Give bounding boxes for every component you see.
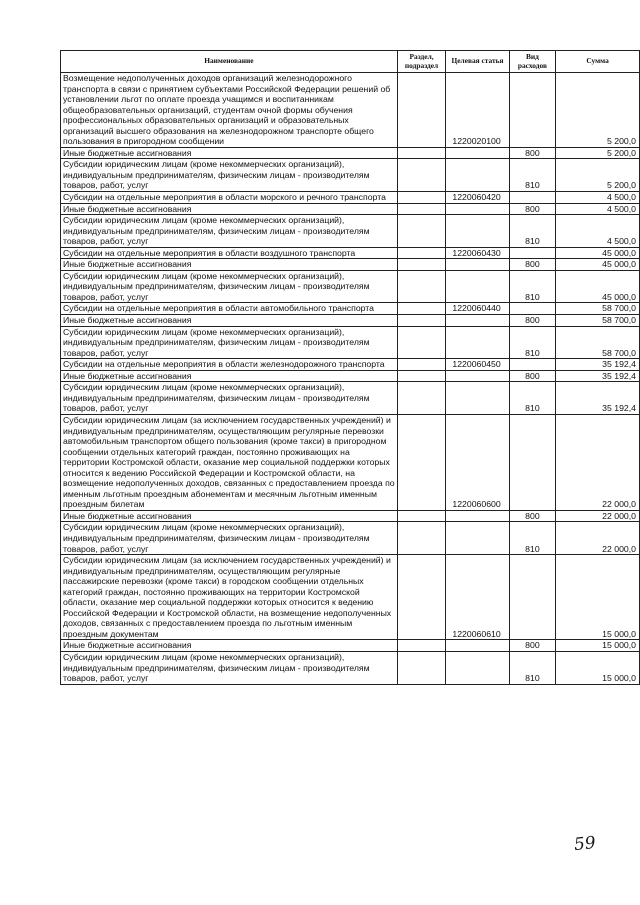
cell-section [397,651,446,684]
cell-target [446,159,509,192]
cell-expense-type: 810 [509,215,555,248]
cell-section [397,73,446,148]
cell-amount: 5 200,0 [556,73,640,148]
cell-amount: 45 000,0 [556,270,640,303]
cell-name: Субсидии на отдельные мероприятия в области автомобильного транспорта [61,303,398,315]
cell-amount: 22 000,0 [556,414,640,510]
cell-name: Иные бюджетные ассигнования [61,315,398,327]
cell-name: Субсидии юридическим лицам (кроме некоммерческих организаций), индивидуальным предпринимателям, физическим лицам - производителям товаров, работ, услуг [61,651,398,684]
table-row [61,270,640,303]
page-number: 59 [573,832,597,856]
cell-section [397,259,446,271]
table-row [61,259,640,271]
cell-amount: 4 500,0 [556,192,640,204]
cell-name: Субсидии юридическим лицам (кроме некоммерческих организаций), индивидуальным предпринимателям, физическим лицам - производителям товаров, работ, услуг [61,270,398,303]
cell-target [446,510,509,522]
table-row [61,315,640,327]
cell-section [397,147,446,159]
header-section: Раздел, подраздел [397,51,446,73]
cell-target [446,147,509,159]
table-row [61,203,640,215]
cell-expense-type [509,414,555,510]
table-row [61,215,640,248]
cell-section [397,640,446,652]
table-row [61,192,640,204]
cell-amount: 15 000,0 [556,640,640,652]
table-row [61,382,640,415]
cell-amount: 58 700,0 [556,303,640,315]
cell-target [446,215,509,248]
cell-name: Субсидии юридическим лицам (кроме некоммерческих организаций), индивидуальным предпринимателям, физическим лицам - производителям товаров, работ, услуг [61,382,398,415]
cell-section [397,370,446,382]
cell-expense-type: 800 [509,640,555,652]
cell-section [397,326,446,359]
cell-section [397,382,446,415]
cell-target [446,270,509,303]
cell-name: Иные бюджетные ассигнования [61,370,398,382]
cell-section [397,555,446,640]
cell-target [446,382,509,415]
cell-amount: 45 000,0 [556,259,640,271]
cell-target: 1220060600 [446,414,509,510]
cell-expense-type: 800 [509,259,555,271]
table-row [61,651,640,684]
header-expense-type: Вид расходов [509,51,555,73]
cell-target [446,315,509,327]
cell-expense-type [509,73,555,148]
table-row [61,147,640,159]
cell-name: Иные бюджетные ассигнования [61,510,398,522]
cell-section [397,203,446,215]
cell-expense-type [509,555,555,640]
cell-expense-type [509,247,555,259]
cell-expense-type: 800 [509,147,555,159]
cell-name: Субсидии на отдельные мероприятия в области морского и речного транспорта [61,192,398,204]
cell-amount: 22 000,0 [556,510,640,522]
table-row [61,555,640,640]
cell-amount: 4 500,0 [556,203,640,215]
cell-expense-type [509,359,555,371]
budget-table [60,50,640,685]
cell-target: 1220060610 [446,555,509,640]
header-target: Целевая статья [446,51,509,73]
cell-section [397,159,446,192]
cell-section [397,192,446,204]
cell-expense-type: 800 [509,315,555,327]
cell-name: Иные бюджетные ассигнования [61,640,398,652]
header-amount: Сумма [556,51,640,73]
cell-expense-type [509,303,555,315]
cell-expense-type: 810 [509,382,555,415]
cell-section [397,215,446,248]
cell-name: Иные бюджетные ассигнования [61,259,398,271]
cell-amount: 15 000,0 [556,651,640,684]
cell-target: 1220020100 [446,73,509,148]
cell-target [446,259,509,271]
cell-target: 1220060430 [446,247,509,259]
cell-name: Субсидии на отдельные мероприятия в области железнодорожного транспорта [61,359,398,371]
cell-section [397,414,446,510]
cell-expense-type: 810 [509,651,555,684]
cell-target [446,203,509,215]
cell-section [397,315,446,327]
table-row [61,414,640,510]
table-row [61,359,640,371]
cell-amount: 35 192,4 [556,382,640,415]
cell-expense-type: 810 [509,326,555,359]
cell-expense-type [509,192,555,204]
cell-section [397,510,446,522]
cell-amount: 58 700,0 [556,326,640,359]
cell-target: 1220060440 [446,303,509,315]
cell-name: Иные бюджетные ассигнования [61,147,398,159]
cell-name: Субсидии юридическим лицам (кроме некоммерческих организаций), индивидуальным предпринимателям, физическим лицам - производителям товаров, работ, услуг [61,215,398,248]
cell-expense-type: 810 [509,159,555,192]
table-row [61,510,640,522]
table-row [61,522,640,555]
table-header-row [61,51,640,73]
cell-section [397,270,446,303]
cell-expense-type: 800 [509,370,555,382]
cell-target: 1220060450 [446,359,509,371]
cell-target [446,522,509,555]
cell-amount: 58 700,0 [556,315,640,327]
table-row [61,370,640,382]
header-name: Наименование [61,51,398,73]
cell-target [446,370,509,382]
cell-name: Возмещение недополученных доходов организаций железнодорожного транспорта в связи с принятием субъектами Российской Федерации решений об установлении льгот по оплате проезда учащимся и воспитанникам общеобразовательных организаций, студентам очной формы обучения профессиональных образовательных организаций и образовательных организаций высшего образования на железнодорожном транспорте общего пользования в пригородном сообщении [61,73,398,148]
cell-name: Иные бюджетные ассигнования [61,203,398,215]
cell-section [397,247,446,259]
cell-section [397,359,446,371]
cell-expense-type: 800 [509,510,555,522]
cell-target: 1220060420 [446,192,509,204]
cell-amount: 45 000,0 [556,247,640,259]
cell-target [446,640,509,652]
cell-expense-type: 810 [509,270,555,303]
cell-amount: 35 192,4 [556,370,640,382]
cell-amount: 35 192,4 [556,359,640,371]
cell-name: Субсидии юридическим лицам (кроме некоммерческих организаций), индивидуальным предпринимателям, физическим лицам - производителям товаров, работ, услуг [61,326,398,359]
cell-amount: 5 200,0 [556,147,640,159]
table-row [61,326,640,359]
table-row [61,247,640,259]
cell-amount: 22 000,0 [556,522,640,555]
table-row [61,73,640,148]
cell-name: Субсидии юридическим лицам (кроме некоммерческих организаций), индивидуальным предпринимателям, физическим лицам - производителям товаров, работ, услуг [61,159,398,192]
cell-expense-type: 800 [509,203,555,215]
cell-target [446,651,509,684]
cell-amount: 5 200,0 [556,159,640,192]
cell-name: Субсидии юридическим лицам (кроме некоммерческих организаций), индивидуальным предпринимателям, физическим лицам - производителям товаров, работ, услуг [61,522,398,555]
cell-name: Субсидии на отдельные мероприятия в области воздушного транспорта [61,247,398,259]
cell-name: Субсидии юридическим лицам (за исключением государственных учреждений) и индивидуальным предпринимателям, осуществляющим регулярные перевозки автомобильным транспортом общего пользования (кроме такси) в пригородном сообщении отдельных категорий граждан, постоянно проживающих на территории Костромской области, оказание мер социальной поддержки которых относится к ведению Российской Федерации и Костромской области, на возмещение недополученных доходов, связанных с предоставлением проезда по именным льготным проездным абонементам и месячным льготным именным проездным билетам [61,414,398,510]
cell-section [397,522,446,555]
cell-section [397,303,446,315]
table-row [61,303,640,315]
cell-amount: 4 500,0 [556,215,640,248]
cell-target [446,326,509,359]
table-row [61,640,640,652]
cell-name: Субсидии юридическим лицам (за исключением государственных учреждений) и индивидуальным предпринимателям, осуществляющим регулярные пассажирские перевозки (кроме такси) в городском сообщении отдельных категорий граждан, постоянно проживающих на территории Костромской области, оказание мер социальной поддержки которых относится к ведению Российской Федерации и Костромской области, на возмещение недополученных доходов, связанных с предоставлением проезда по льготным именным проездным документам [61,555,398,640]
cell-expense-type: 810 [509,522,555,555]
cell-amount: 15 000,0 [556,555,640,640]
table-row [61,159,640,192]
